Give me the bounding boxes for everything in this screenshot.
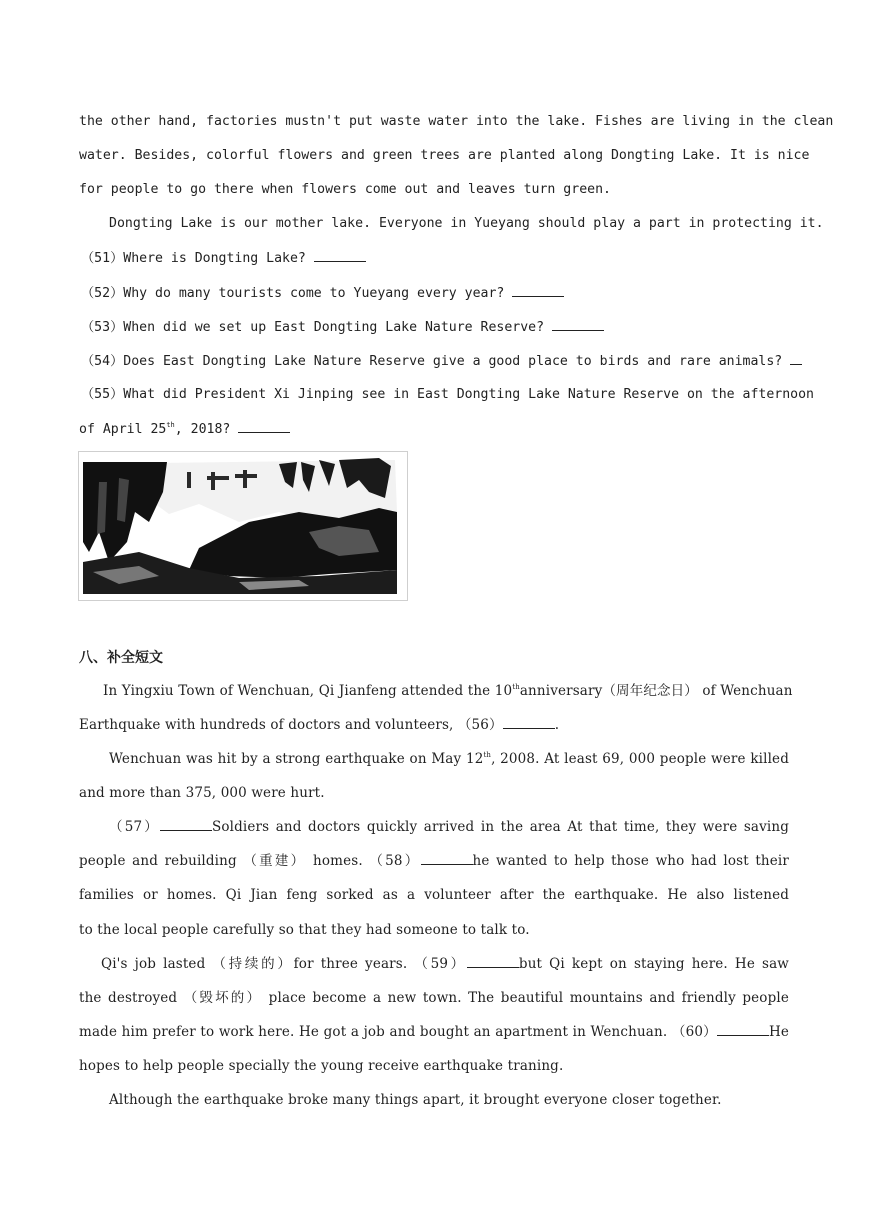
passage-line: Dongting Lake is our mother lake. Everyone in Yueyang should play a part in protecting it. <box>109 216 824 231</box>
question-55-line2 <box>79 419 789 440</box>
text: he wanted to help those who had lost their <box>472 853 789 869</box>
superscript: th <box>512 683 520 691</box>
passage-line: Although the earthquake broke many things apart, it brought everyone closer together. <box>109 1092 722 1108</box>
answer-blank[interactable] <box>238 419 290 433</box>
answer-blank[interactable] <box>790 351 802 365</box>
text: Wenchuan was hit by a strong earthquake on May 12 <box>109 751 484 767</box>
answer-blank-57[interactable] <box>160 817 212 831</box>
passage-line <box>109 817 789 837</box>
question-55-line1: （55）What did President Xi Jinping see in East Dongting Lake Nature Reserve on the afternoon <box>81 387 814 402</box>
superscript: th <box>483 751 492 759</box>
passage-line: the other hand, factories mustn't put waste water into the lake. Fishes are living in the clean <box>79 114 834 129</box>
passage-line <box>79 715 789 735</box>
answer-blank-60[interactable] <box>717 1022 769 1036</box>
text: He <box>768 1024 789 1040</box>
passage-line: the destroyed （毁坏的） place become a new town. The beautiful mountains and friendly people <box>79 990 789 1006</box>
passage-line <box>79 1022 789 1042</box>
passage-line: for people to go there when flowers come out and leaves turn green. <box>79 182 611 197</box>
passage-line <box>103 681 793 701</box>
text: Earthquake with hundreds of doctors and volunteers, （56） <box>79 717 503 733</box>
text: anniversary（周年纪念日） of Wenchuan <box>519 683 793 699</box>
answer-blank[interactable] <box>552 317 604 331</box>
question-53 <box>81 317 791 338</box>
question-text: of April 25 <box>79 422 167 437</box>
text: . <box>554 717 560 733</box>
question-54 <box>81 351 791 372</box>
text: Soldiers and doctors quickly arrived in the area At that time, they were saving <box>211 819 789 835</box>
passage-line: to the local people carefully so that they had someone to talk to. <box>79 922 530 938</box>
photo-image <box>79 452 407 600</box>
text: , 2008. At least 69, 000 people were killed <box>491 751 789 767</box>
question-text: （52）Why do many tourists come to Yueyang every year? <box>81 286 505 301</box>
dongting-lake-photo <box>78 451 408 601</box>
answer-blank-56[interactable] <box>503 715 555 729</box>
question-text: （53）When did we set up East Dongting Lake Nature Reserve? <box>81 320 545 335</box>
superscript: th <box>166 421 175 429</box>
answer-blank-58[interactable] <box>421 851 473 865</box>
text: but Qi kept on staying here. He saw <box>518 956 790 972</box>
question-text: （54）Does East Dongting Lake Nature Reserve give a good place to birds and rare animals? <box>81 354 783 369</box>
answer-blank[interactable] <box>512 283 564 297</box>
passage-line: water. Besides, colorful flowers and green trees are planted along Dongting Lake. It is nice <box>79 148 810 163</box>
answer-blank[interactable] <box>314 248 366 262</box>
question-text: （51）Where is Dongting Lake? <box>81 251 306 266</box>
passage-line <box>79 851 789 871</box>
passage-line: and more than 375, 000 were hurt. <box>79 785 325 801</box>
passage-line <box>109 749 789 769</box>
answer-blank-59[interactable] <box>467 954 519 968</box>
text: In Yingxiu Town of Wenchuan, Qi Jianfeng attended the 10 <box>103 683 513 699</box>
question-52 <box>81 283 791 304</box>
text: Qi's job lasted （持续的）for three years. （59） <box>101 956 467 972</box>
passage-line <box>101 954 789 974</box>
passage-line: hopes to help people specially the young receive earthquake traning. <box>79 1058 564 1074</box>
text: （57） <box>109 819 160 835</box>
section-heading: 八、补全短文 <box>79 650 163 666</box>
text: people and rebuilding （重建） homes. （58） <box>79 853 421 869</box>
question-text: , 2018? <box>174 422 231 437</box>
question-51 <box>81 248 791 269</box>
text: made him prefer to work here. He got a job and bought an apartment in Wenchuan. （60） <box>79 1024 717 1040</box>
passage-line: families or homes. Qi Jian feng sorked as a volunteer after the earthquake. He also listened <box>79 887 789 903</box>
